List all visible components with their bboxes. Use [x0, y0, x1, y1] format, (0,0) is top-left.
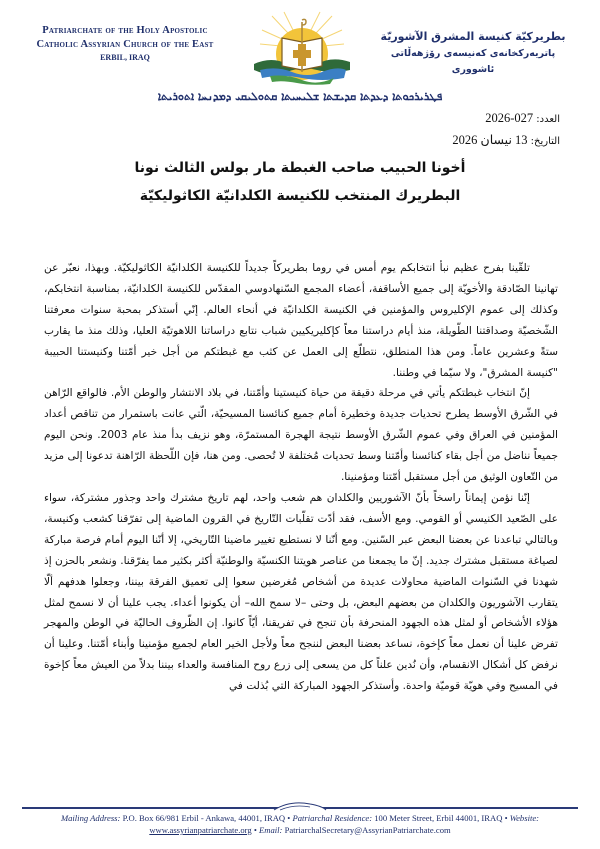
email-label: Email: [259, 825, 283, 835]
mailing-label: Mailing Address: [60, 813, 121, 823]
letterhead-arabic: بطريركيّة كنيسة المشرق الآشوريّة [380, 30, 566, 43]
body-paragraph: إنّ انتخاب غبطتكم يأتي في مرحلة دقيقة من حياة كنيستينا وأمّتنا، في بلاد الانتشار والوطن الأم. فالواقع الرّاهن في الشّرق الأوسط يطرح تحديات جديدة وخطيرة أمام جميع كنائسنا المسيحيّة، الّتي عانت باستمرار من تناقص أعداد المؤمنين في العراق وفي عموم الشّرق الأوسط نتيجة الهجرة المستمرّة، وهو نزيف بدأ منذ عام 2003. ونحن اليوم جميعاً نناضل من أجل بقاء كنائسنا وأمّتنا وسط تحديات مُختلفة لا تُحصى. ومن هنا، فإن اللّحظة الرّاهنة تدعونا إلى مزيد من التّعاون الوثيق من أجل مستقبل أمّتنا ومؤمنينا. [44, 387, 558, 484]
document-date [452, 130, 560, 152]
letterhead-syriac: ܦܛܪܝܪܟܘܬܐ ܕܥܕܬܐ ܩܕܝܫܬܐ ܫܠܝܚܝܬܐ ܩܬܘܠܝܩܝ ܕܡܕܢܚܐ ܐܬܘܪܝܬܐ [157, 90, 443, 103]
website-label: Website: [509, 813, 540, 823]
separator: • [504, 813, 508, 823]
website-link[interactable]: www.assyrianpatriarchate.org [149, 825, 252, 835]
separator: • [287, 813, 291, 823]
reference-number-label: العدد: [536, 114, 560, 125]
residence-address: 100 Meter Street, Erbil 44001, IRAQ [374, 813, 503, 823]
letterhead-kurdish: پاتریەرکخانەی کەنیسەی رۆژهەڵاتی ئاشووری [390, 48, 556, 75]
church-emblem-logo-icon [252, 8, 352, 88]
title-line-2: البطريرك المنتخب للكنيسة الكلدانيّة الكاثوليكيّة [139, 188, 461, 204]
footer-line-1 [20, 812, 580, 824]
footer-ornament-icon [270, 800, 330, 812]
document-meta [452, 108, 560, 152]
body-paragraph: إنّنا نؤمن إيماناً راسخاً بأنّ الآشوريين والكلدان هم شعب واحد، لهم تاريخ مشترك واحد وجذور مشتركة، سواء على الصّعيد الكنيسي أو القومي. ومع الأسف، فقد أدّت تقلّبات التّاريخ في القرون الماضية إلى تفرّقنا كشعب وكنيسة، وبالتالي تباعدنا عن بعضنا البعض عبر السّنين. ومع أنّنا لا نستطيع تغيير ماضينا التّاريخي، إلا أنّنا اليوم أمام فرصة مباركة لصياغة مستقبل مشترك جديد. إنّ ما يجمعنا من عناصر هويتنا الكنسيّة والوطنيّة أكثر بكثير مما يفرّقنا. ونشعر بالحزن إذ شهدنا في السّنوات الماضية محاولات عديدة من أشخاص مُغرضين سعوا إلى تعميق الفرقة بيننا، وجعلوا هدفهم ألّا يتقارب الآشوريون والكلدان من بعضهم البعض، بل وحتى –لا سمح الله– أن يكونوا أعداء. يجب علينا أن لا نسمح لمثل هؤلاء الأشخاص أو لمثل هذه الجهود المنحرفة بأن تنجح في تفريقنا، أيّاً كانوا. إن الظّروف الحاليّة في الوطن والمهجر تفرض علينا أن نعمل معاً كإخوة، نساعد بعضنا البعض لننجح معاً ولأجل الخير العام لجميع مؤمنينا وأبناء أمّتنا. وعلينا أن نرفض كل أشكال الانقسام، وأن نُدين علناً كل من يسعى إلى زرع روح المنافسة والعداء بيننا بدلاً من العيش معاً كإخوة في المسيح وفي هويّة قوميّة واحدة. وأستذكر الجهود المباركة التي بُذلت في [44, 491, 558, 693]
reference-number-value: 2026-027 [485, 111, 534, 125]
body-paragraph: تلقّينا بفرح عظيم نبأ انتخابكم يوم أمس في روما بطريركاً جديداً للكنيسة الكلدانيّة الكاثوليكيّة. وبهذا، نعبّر عن تهانينا الصّادقة والأخويّة إلى جميع الأساقفة، أعضاء المجمع السّنهادوسي المقدّس للكنيسة الكلدانيّة، بمناسبة انتخابكم، وكذلك إلى عموم الإكليروس والمؤمنين في الكنيسة الكلدانيّة في أنحاء العالم. إنّي أستذكر بمحبة سنوات معرفتنا الشّخصيّة وصداقتنا الطّويلة، منذ أيام دراستنا معاً كإكليريكيين شباب نتابع دراساتنا اللاهوتيّة العليا، وذلك منذ ما يقارب ستةً وعشرين عاماً. ومن هذا المنطلق، نتطلّع إلى العمل عن كثب مع غبطتكم من أجل خير أمّتنا وكنيستنا الحبيبة "كنيسة المشرق"، ولا سيّما في وطننا. [44, 262, 558, 379]
letter-title [40, 154, 560, 210]
letterhead-arabic-kurdish [378, 28, 568, 78]
letter-body [44, 258, 558, 697]
email-address[interactable]: PatriarchalSecretary@AssyrianPatriarchate.com [284, 825, 451, 835]
separator: • [253, 825, 257, 835]
title-line-1: أخونا الحبيب صاحب الغبطة مار بولس الثالث نونا [134, 160, 466, 176]
letterhead-city: ERBIL, IRAQ [100, 53, 150, 62]
reference-number [452, 108, 560, 130]
date-label: التاريخ: [530, 136, 560, 147]
letterhead-line-2: Catholic Assyrian Church of the East [36, 39, 214, 50]
letterhead-english [30, 24, 220, 64]
letterhead-line-1: Patriarchate of the Holy Apostolic [42, 25, 208, 36]
residence-label: Patriarchal Residence: [292, 813, 373, 823]
footer-line-2 [20, 824, 580, 836]
mailing-address: P.O. Box 66/981 Erbil - Ankawa, 44001, IRAQ [122, 813, 286, 823]
date-value: 13 نيسان 2026 [452, 133, 528, 147]
footer-contact [20, 812, 580, 836]
